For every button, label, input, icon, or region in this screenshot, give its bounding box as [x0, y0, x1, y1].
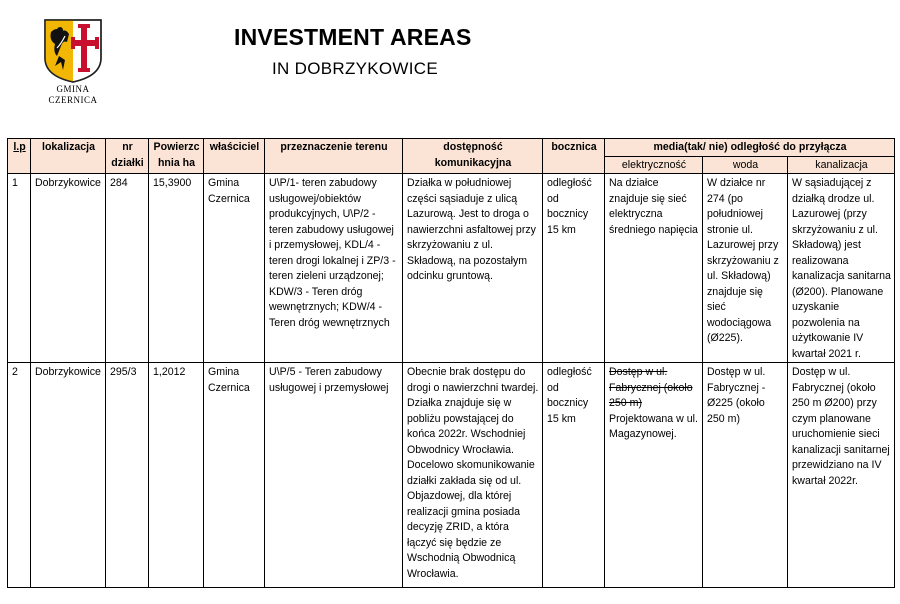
- table-row: [8, 363, 895, 588]
- elektrycznosc-text: Projektowana w ul. Magazynowej.: [609, 412, 698, 440]
- header-wlasciciel: właściciel: [204, 139, 265, 174]
- cell-elektrycznosc: [605, 174, 703, 363]
- cell-lp: 2: [8, 363, 31, 588]
- cell-kanalizacja: W sąsiadującej z działką drodze ul. Lazurowej (przy skrzyżowaniu z ul. Składową) jest realizowana kanalizacja sanitarna (Ø200). Planowane uzyskanie pozwolenia na użytkowanie IV kwartał 2021 r.: [788, 174, 895, 363]
- page-title: INVESTMENT AREAS: [234, 24, 472, 50]
- gmina-czernica-logo: [40, 18, 106, 112]
- cell-lokalizacja: Dobrzykowice: [31, 174, 106, 363]
- cell-lokalizacja: Dobrzykowice: [31, 363, 106, 588]
- header-nr-dzialki: nr działki: [106, 139, 149, 174]
- cell-woda: W działce nr 274 (po południowej stronie ul. Lazurowej przy skrzyżowaniu z ul. Składową) znajduje się sieć wodociągowa (Ø225).: [703, 174, 788, 363]
- logo-text-czernica: CZERNICA: [48, 95, 98, 105]
- table-row: [8, 174, 895, 363]
- header-woda: woda: [703, 156, 788, 174]
- header-powierzchnia: Powierzchnia ha: [149, 139, 204, 174]
- cell-dostepnosc: Działka w południowej części sąsiaduje z ulicą Lazurową. Jest to droga o nawierzchni asfaltowej przy skrzyżowaniu z ul. Składową, na pozostałym odcinku gruntową.: [403, 174, 543, 363]
- cell-bocznica: odległość od bocznicy 15 km: [543, 174, 605, 363]
- cell-wlasciciel: Gmina Czernica: [204, 363, 265, 588]
- investment-areas-table: [7, 138, 895, 588]
- header-elektrycznosc: elektryczność: [605, 156, 703, 174]
- header-media: media(tak/ nie) odległość do przyłącza: [605, 139, 895, 157]
- header-lp: l.p: [8, 139, 31, 174]
- header-przeznaczenie: przeznaczenie terenu: [265, 139, 403, 174]
- page-subtitle: IN DOBRZYKOWICE: [272, 59, 439, 78]
- cell-lp: 1: [8, 174, 31, 363]
- elektrycznosc-text: Na działce znajduje się sieć elektryczna średniego napięcia: [609, 177, 698, 236]
- cell-bocznica: odległość od bocznicy 15 km: [543, 363, 605, 588]
- cell-elektrycznosc: [605, 363, 703, 588]
- header-lokalizacja: lokalizacja: [31, 139, 106, 174]
- cell-wlasciciel: Gmina Czernica: [204, 174, 265, 363]
- cell-nr-dzialki: 284: [106, 174, 149, 363]
- header-kanalizacja: kanalizacja: [788, 156, 895, 174]
- cell-powierzchnia: 15,3900: [149, 174, 204, 363]
- cell-woda: Dostęp w ul. Fabrycznej - Ø225 (około 250 m): [703, 363, 788, 588]
- table-header-row: [8, 139, 895, 157]
- header-bocznica: bocznica: [543, 139, 605, 174]
- logo-caption: [40, 84, 106, 106]
- logo-text-gmina: GMINA: [56, 84, 90, 94]
- cell-nr-dzialki: 295/3: [106, 363, 149, 588]
- cell-powierzchnia: 1,2012: [149, 363, 204, 588]
- cell-dostepnosc: Obecnie brak dostępu do drogi o nawierzchni twardej. Działka znajduje się w pobliżu powstającej do końca 2022r. Wschodniej Obwodnicy Wrocławia. Docelowo skomunikowanie działki zakłada się od ul. Objazdowej, dla której realizacji gmina posiada decyzję ZRID, a która łączyć się będzie ze Wschodnią Obwodnicą Wrocławia.: [403, 363, 543, 588]
- coat-of-arms-icon: [43, 18, 103, 84]
- cell-kanalizacja: Dostęp w ul. Fabrycznej (około 250 m Ø200) przy czym planowane uruchomienie sieci kanalizacji sanitarnej przewidziano na IV kwartał 2022r.: [788, 363, 895, 588]
- elektrycznosc-struck-text: Dostęp w ul. Fabrycznej (około 250 m): [609, 366, 693, 409]
- cell-przeznaczenie: U\P/5 - Teren zabudowy usługowej i przemysłowej: [265, 363, 403, 588]
- header-dostepnosc: dostępność komunikacyjna: [403, 139, 543, 174]
- cell-przeznaczenie: U\P/1- teren zabudowy usługowej/obiektów produkcyjnych, U\P/2 - teren zabudowy usługowej i przemysłowej, KDL/4 - teren drogi lokalnej i ZP/3 - teren zieleni urządzonej; KDW/3 - Teren dróg wewnętrznych; KDW/4 - Teren dróg wewnętrznych: [265, 174, 403, 363]
